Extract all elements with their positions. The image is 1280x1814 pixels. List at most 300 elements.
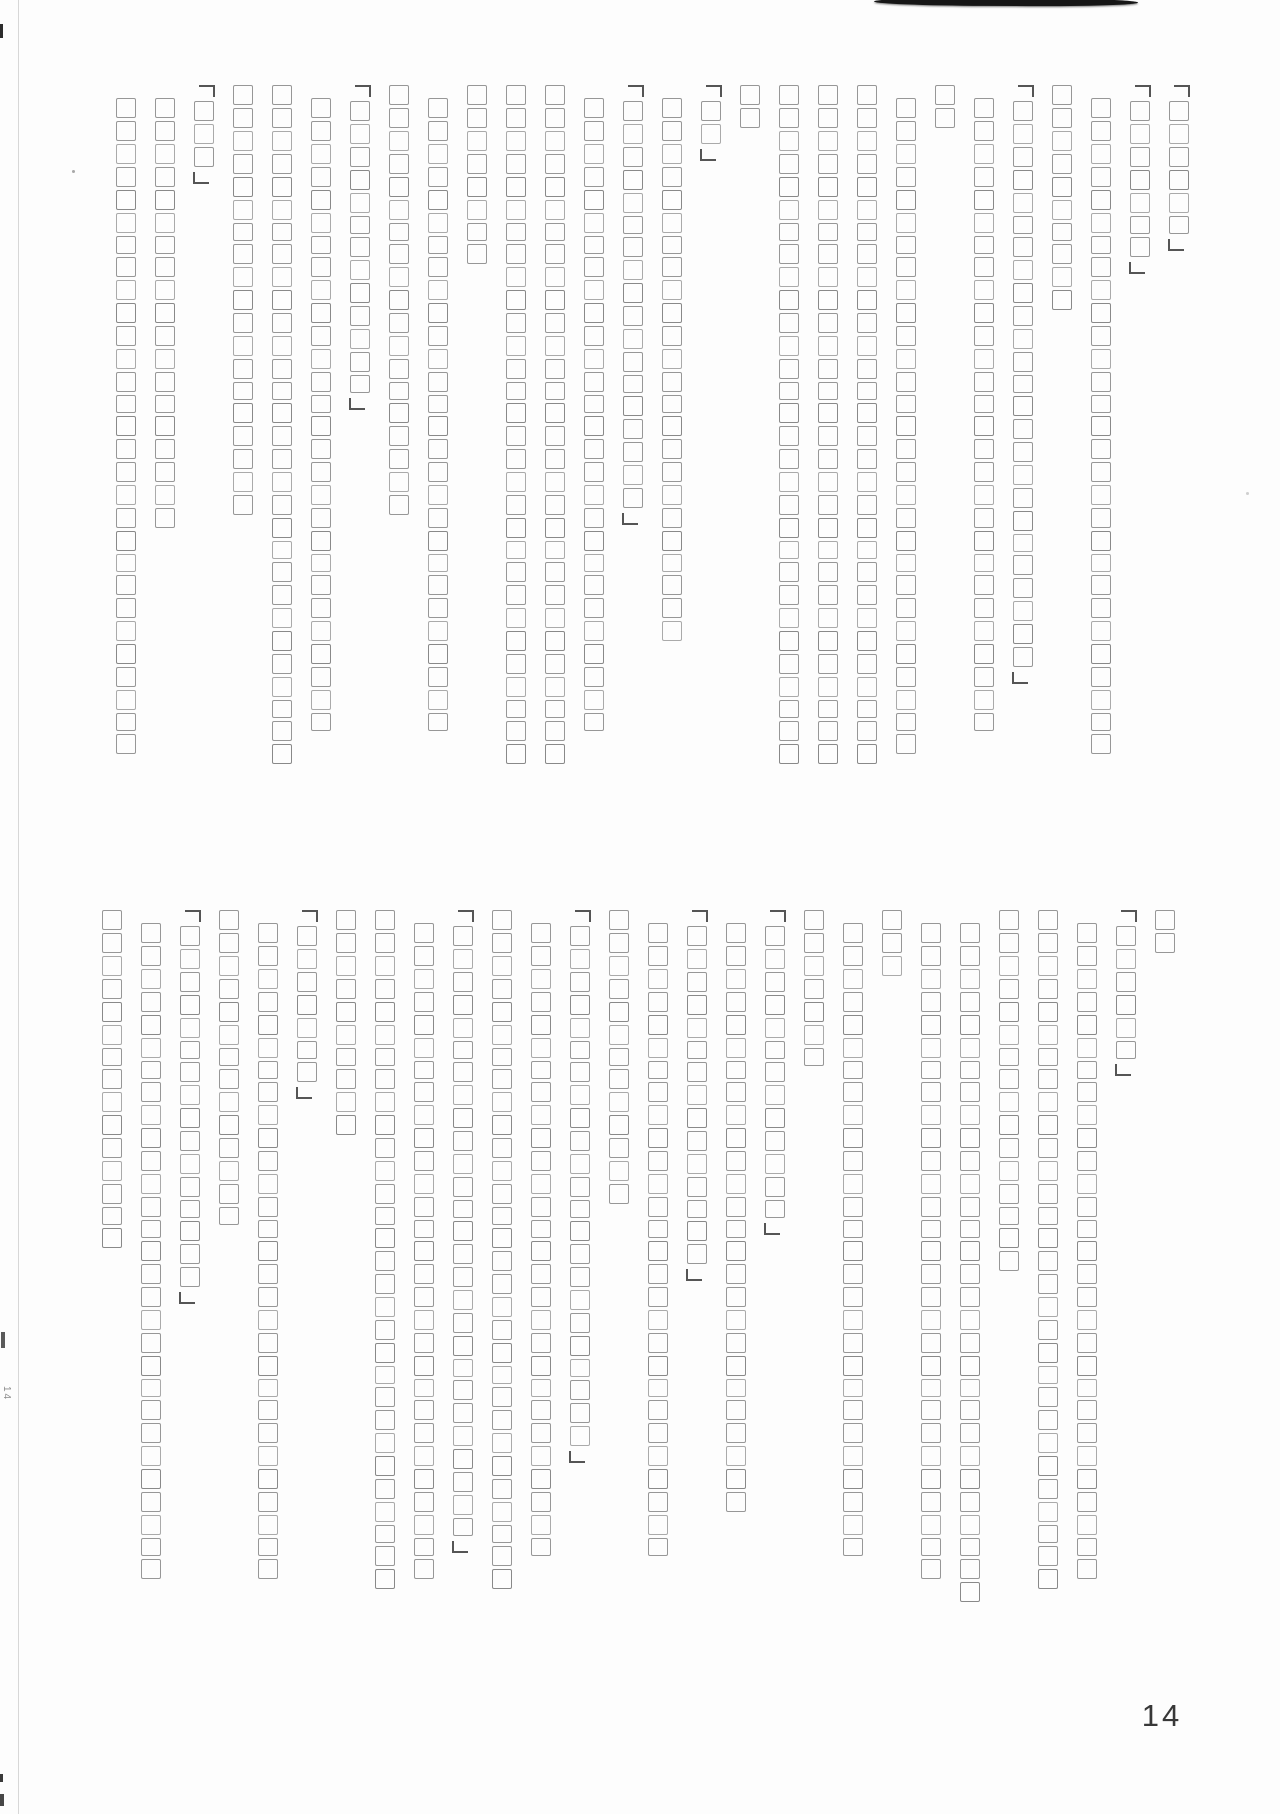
redacted-glyph-cell — [999, 910, 1019, 930]
redacted-glyph-cell — [1013, 624, 1033, 644]
redacted-glyph-cell — [180, 1085, 200, 1105]
redacted-glyph-cell — [350, 352, 370, 372]
redacted-glyph-cell — [506, 244, 526, 264]
redacted-glyph-cell — [506, 721, 526, 741]
redacted-glyph-cell — [857, 85, 877, 105]
redacted-glyph-cell — [414, 1310, 434, 1330]
redacted-glyph-cell — [999, 1025, 1019, 1045]
redacted-glyph-cell — [765, 995, 785, 1015]
redacted-glyph-cell — [414, 1128, 434, 1148]
redacted-glyph-cell — [1130, 147, 1150, 167]
redacted-glyph-cell — [1077, 1174, 1097, 1194]
redacted-glyph-cell — [272, 562, 292, 582]
redacted-glyph-cell — [492, 1525, 512, 1543]
redacted-glyph-cell — [662, 575, 682, 595]
redacted-glyph-cell — [258, 1379, 278, 1397]
redacted-glyph-cell — [375, 1228, 395, 1248]
redacted-glyph-cell — [219, 1115, 239, 1135]
redacted-glyph-cell — [896, 416, 916, 436]
redacted-glyph-cell — [1091, 303, 1111, 323]
redacted-glyph-cell — [375, 1387, 395, 1407]
redacted-glyph-cell — [857, 495, 877, 515]
redacted-glyph-cell — [818, 313, 838, 333]
redacted-glyph-cell — [311, 349, 331, 369]
redacted-glyph-cell — [1013, 124, 1033, 144]
redacted-glyph-cell — [818, 290, 838, 310]
redacted-glyph-cell — [974, 121, 994, 141]
redacted-glyph-cell — [896, 395, 916, 413]
redacted-glyph-cell — [350, 329, 370, 349]
redacted-glyph-cell — [155, 416, 175, 436]
redacted-glyph-cell — [1052, 154, 1072, 174]
redacted-glyph-cell — [389, 85, 409, 105]
redacted-glyph-cell — [375, 1479, 395, 1499]
redacted-glyph-cell — [779, 267, 799, 287]
redacted-glyph-cell — [375, 1207, 395, 1225]
redacted-glyph-cell — [375, 910, 395, 930]
redacted-glyph-cell — [453, 1018, 473, 1038]
redacted-glyph-cell — [258, 992, 278, 1012]
redacted-glyph-cell — [960, 1151, 980, 1171]
redacted-glyph-cell — [506, 518, 526, 538]
redacted-glyph-cell — [896, 734, 916, 754]
redacted-glyph-cell — [779, 223, 799, 241]
redacted-glyph-cell — [545, 336, 565, 356]
redacted-glyph-cell — [1077, 992, 1097, 1012]
redacted-glyph-cell — [102, 1048, 122, 1066]
redacted-glyph-cell — [141, 1538, 161, 1556]
redacted-glyph-cell — [272, 541, 292, 559]
prose-block-top — [115, 85, 1190, 767]
redacted-glyph-cell — [818, 108, 838, 128]
redacted-glyph-cell — [272, 108, 292, 128]
redacted-glyph-cell — [662, 213, 682, 233]
redacted-glyph-cell — [1013, 283, 1033, 303]
redacted-glyph-cell — [623, 488, 643, 508]
redacted-glyph-cell — [974, 236, 994, 254]
redacted-glyph-cell — [116, 190, 136, 210]
redacted-glyph-cell — [506, 608, 526, 628]
redacted-glyph-cell — [375, 1366, 395, 1384]
redacted-glyph-cell — [896, 713, 916, 731]
redacted-glyph-cell — [545, 154, 565, 174]
text-column — [1076, 910, 1098, 1582]
text-column — [1168, 85, 1190, 255]
redacted-glyph-cell — [545, 518, 565, 538]
redacted-glyph-cell — [1038, 1002, 1058, 1022]
redacted-glyph-cell — [1091, 485, 1111, 505]
text-column — [1012, 85, 1034, 688]
redacted-glyph-cell — [779, 244, 799, 264]
redacted-glyph-cell — [102, 1161, 122, 1181]
redacted-glyph-cell — [648, 1015, 668, 1035]
redacted-glyph-cell — [843, 1241, 863, 1261]
redacted-glyph-cell — [506, 131, 526, 151]
redacted-glyph-cell — [116, 213, 136, 233]
redacted-glyph-cell — [155, 121, 175, 141]
redacted-glyph-cell — [1038, 1274, 1058, 1294]
redacted-glyph-cell — [662, 121, 682, 141]
redacted-glyph-cell — [726, 1220, 746, 1238]
redacted-glyph-cell — [272, 472, 292, 492]
redacted-glyph-cell — [648, 1197, 668, 1217]
redacted-glyph-cell — [921, 1105, 941, 1125]
redacted-glyph-cell — [662, 462, 682, 482]
redacted-glyph-cell — [921, 1379, 941, 1397]
redacted-glyph-cell — [896, 236, 916, 254]
redacted-glyph-cell — [297, 1018, 317, 1038]
text-column — [959, 910, 981, 1605]
redacted-glyph-cell — [570, 1062, 590, 1082]
redacted-glyph-cell — [779, 154, 799, 174]
redacted-glyph-cell — [584, 462, 604, 482]
page-number: 14 — [1141, 1698, 1183, 1733]
redacted-glyph-cell — [453, 1041, 473, 1059]
redacted-glyph-cell — [662, 531, 682, 551]
redacted-glyph-cell — [414, 1105, 434, 1125]
redacted-glyph-cell — [414, 946, 434, 966]
redacted-glyph-cell — [102, 933, 122, 953]
text-column — [335, 910, 357, 1138]
redacted-glyph-cell — [492, 1387, 512, 1407]
redacted-glyph-cell — [506, 359, 526, 379]
redacted-glyph-cell — [1013, 329, 1033, 349]
redacted-glyph-cell — [141, 1423, 161, 1443]
redacted-glyph-cell — [1130, 237, 1150, 257]
redacted-glyph-cell — [960, 1082, 980, 1102]
redacted-glyph-cell — [896, 621, 916, 641]
redacted-glyph-cell — [1052, 131, 1072, 151]
redacted-glyph-cell — [414, 1241, 434, 1261]
redacted-glyph-cell — [258, 1038, 278, 1058]
redacted-glyph-cell — [102, 1025, 122, 1045]
redacted-glyph-cell — [102, 979, 122, 999]
redacted-glyph-cell — [1013, 352, 1033, 372]
redacted-glyph-cell — [1077, 1061, 1097, 1079]
redacted-glyph-cell — [492, 1161, 512, 1181]
redacted-glyph-cell — [272, 631, 292, 651]
open-quote-bracket — [692, 910, 708, 922]
redacted-glyph-cell — [662, 280, 682, 300]
redacted-glyph-cell — [233, 108, 253, 128]
redacted-glyph-cell — [960, 1105, 980, 1125]
redacted-glyph-cell — [687, 1221, 707, 1241]
redacted-glyph-cell — [453, 1062, 473, 1082]
redacted-glyph-cell — [570, 949, 590, 969]
redacted-glyph-cell — [1091, 395, 1111, 413]
redacted-glyph-cell — [857, 223, 877, 241]
redacted-glyph-cell — [492, 956, 512, 976]
redacted-glyph-cell — [584, 213, 604, 233]
redacted-glyph-cell — [1038, 956, 1058, 976]
redacted-glyph-cell — [1038, 1297, 1058, 1317]
redacted-glyph-cell — [843, 1356, 863, 1376]
redacted-glyph-cell — [414, 1446, 434, 1466]
redacted-glyph-cell — [545, 359, 565, 379]
redacted-glyph-cell — [428, 213, 448, 233]
redacted-glyph-cell — [311, 690, 331, 710]
redacted-glyph-cell — [375, 1546, 395, 1566]
redacted-glyph-cell — [453, 1290, 473, 1310]
redacted-glyph-cell — [584, 575, 604, 595]
redacted-glyph-cell — [545, 131, 565, 151]
redacted-glyph-cell — [180, 972, 200, 992]
redacted-glyph-cell — [414, 923, 434, 943]
redacted-glyph-cell — [311, 121, 331, 141]
close-quote-bracket — [700, 149, 716, 161]
text-column — [154, 85, 176, 531]
redacted-glyph-cell — [453, 1200, 473, 1218]
redacted-glyph-cell — [180, 1041, 200, 1059]
text-column — [115, 85, 137, 757]
redacted-glyph-cell — [609, 1002, 629, 1022]
redacted-glyph-cell — [350, 170, 370, 190]
redacted-glyph-cell — [765, 1131, 785, 1151]
text-column — [427, 85, 449, 734]
redacted-glyph-cell — [1130, 170, 1150, 190]
redacted-glyph-cell — [453, 1336, 473, 1356]
redacted-glyph-cell — [779, 403, 799, 423]
redacted-glyph-cell — [960, 969, 980, 989]
redacted-glyph-cell — [896, 667, 916, 687]
redacted-glyph-cell — [726, 1128, 746, 1148]
redacted-glyph-cell — [375, 1410, 395, 1430]
redacted-glyph-cell — [272, 267, 292, 287]
redacted-glyph-cell — [375, 1002, 395, 1022]
redacted-glyph-cell — [960, 1310, 980, 1330]
redacted-glyph-cell — [531, 1105, 551, 1125]
redacted-glyph-cell — [389, 177, 409, 197]
redacted-glyph-cell — [389, 449, 409, 469]
redacted-glyph-cell — [648, 1492, 668, 1512]
redacted-glyph-cell — [141, 1128, 161, 1148]
text-column — [1129, 85, 1151, 278]
redacted-glyph-cell — [141, 1356, 161, 1376]
redacted-glyph-cell — [726, 1241, 746, 1261]
redacted-glyph-cell — [272, 654, 292, 674]
redacted-glyph-cell — [921, 1469, 941, 1489]
redacted-glyph-cell — [141, 969, 161, 989]
redacted-glyph-cell — [857, 721, 877, 741]
redacted-glyph-cell — [155, 395, 175, 413]
redacted-glyph-cell — [1077, 1015, 1097, 1035]
redacted-glyph-cell — [921, 1220, 941, 1238]
redacted-glyph-cell — [453, 1472, 473, 1492]
redacted-glyph-cell — [726, 1082, 746, 1102]
redacted-glyph-cell — [467, 108, 487, 128]
redacted-glyph-cell — [818, 562, 838, 582]
redacted-glyph-cell — [857, 267, 877, 287]
redacted-glyph-cell — [896, 190, 916, 210]
redacted-glyph-cell — [1052, 244, 1072, 264]
redacted-glyph-cell — [843, 1446, 863, 1466]
redacted-glyph-cell — [258, 1061, 278, 1079]
redacted-glyph-cell — [1077, 1038, 1097, 1058]
open-quote-bracket — [1018, 85, 1034, 97]
redacted-glyph-cell — [843, 1423, 863, 1443]
text-column — [1090, 85, 1112, 757]
redacted-glyph-cell — [297, 995, 317, 1015]
redacted-glyph-cell — [974, 439, 994, 459]
redacted-glyph-cell — [506, 200, 526, 220]
redacted-glyph-cell — [233, 154, 253, 174]
redacted-glyph-cell — [974, 213, 994, 233]
redacted-glyph-cell — [609, 933, 629, 953]
redacted-glyph-cell — [414, 1174, 434, 1194]
redacted-glyph-cell — [350, 216, 370, 234]
redacted-glyph-cell — [999, 933, 1019, 953]
redacted-glyph-cell — [311, 280, 331, 300]
redacted-glyph-cell — [609, 1138, 629, 1158]
redacted-glyph-cell — [180, 1221, 200, 1241]
redacted-glyph-cell — [141, 1264, 161, 1284]
redacted-glyph-cell — [116, 395, 136, 413]
redacted-glyph-cell — [843, 992, 863, 1012]
redacted-glyph-cell — [999, 1207, 1019, 1225]
redacted-glyph-cell — [570, 1313, 590, 1333]
redacted-glyph-cell — [194, 124, 214, 144]
redacted-glyph-cell — [921, 969, 941, 989]
redacted-glyph-cell — [258, 946, 278, 966]
redacted-glyph-cell — [311, 554, 331, 572]
redacted-glyph-cell — [623, 419, 643, 439]
redacted-glyph-cell — [584, 372, 604, 392]
redacted-glyph-cell — [531, 1015, 551, 1035]
redacted-glyph-cell — [492, 1433, 512, 1453]
redacted-glyph-cell — [609, 1025, 629, 1045]
redacted-glyph-cell — [428, 280, 448, 300]
redacted-glyph-cell — [726, 1356, 746, 1376]
redacted-glyph-cell — [531, 1197, 551, 1217]
redacted-glyph-cell — [258, 1197, 278, 1217]
redacted-glyph-cell — [1038, 1184, 1058, 1204]
redacted-glyph-cell — [531, 1356, 551, 1376]
redacted-glyph-cell — [375, 1161, 395, 1181]
redacted-glyph-cell — [843, 1515, 863, 1535]
redacted-glyph-cell — [648, 1356, 668, 1376]
text-column — [101, 910, 123, 1251]
redacted-glyph-cell — [375, 956, 395, 976]
redacted-glyph-cell — [1038, 1502, 1058, 1522]
redacted-glyph-cell — [531, 1446, 551, 1466]
redacted-glyph-cell — [974, 416, 994, 436]
redacted-glyph-cell — [272, 244, 292, 264]
redacted-glyph-cell — [141, 1559, 161, 1579]
redacted-glyph-cell — [272, 585, 292, 605]
redacted-glyph-cell — [1013, 419, 1033, 439]
redacted-glyph-cell — [311, 213, 331, 233]
redacted-glyph-cell — [570, 1267, 590, 1287]
redacted-glyph-cell — [375, 1343, 395, 1363]
redacted-glyph-cell — [1091, 713, 1111, 731]
redacted-glyph-cell — [311, 303, 331, 323]
redacted-glyph-cell — [896, 690, 916, 710]
redacted-glyph-cell — [102, 956, 122, 976]
redacted-glyph-cell — [389, 313, 409, 333]
redacted-glyph-cell — [180, 949, 200, 969]
redacted-glyph-cell — [1077, 1220, 1097, 1238]
redacted-glyph-cell — [882, 956, 902, 976]
redacted-glyph-cell — [818, 200, 838, 220]
redacted-glyph-cell — [506, 654, 526, 674]
redacted-glyph-cell — [921, 923, 941, 943]
redacted-glyph-cell — [726, 1105, 746, 1125]
redacted-glyph-cell — [1169, 216, 1189, 234]
redacted-glyph-cell — [414, 1469, 434, 1489]
redacted-glyph-cell — [1077, 1469, 1097, 1489]
redacted-glyph-cell — [1013, 511, 1033, 531]
redacted-glyph-cell — [531, 1151, 551, 1171]
redacted-glyph-cell — [648, 1515, 668, 1535]
redacted-glyph-cell — [896, 144, 916, 164]
redacted-glyph-cell — [1091, 416, 1111, 436]
redacted-glyph-cell — [960, 1128, 980, 1148]
redacted-glyph-cell — [258, 1446, 278, 1466]
redacted-glyph-cell — [311, 462, 331, 482]
redacted-glyph-cell — [194, 147, 214, 167]
redacted-glyph-cell — [974, 598, 994, 618]
redacted-glyph-cell — [350, 193, 370, 213]
redacted-glyph-cell — [896, 372, 916, 392]
redacted-glyph-cell — [116, 257, 136, 277]
redacted-glyph-cell — [818, 608, 838, 628]
redacted-glyph-cell — [453, 1518, 473, 1536]
redacted-glyph-cell — [375, 1048, 395, 1066]
redacted-glyph-cell — [1052, 290, 1072, 310]
redacted-glyph-cell — [428, 575, 448, 595]
redacted-glyph-cell — [375, 1138, 395, 1158]
redacted-glyph-cell — [843, 1038, 863, 1058]
redacted-glyph-cell — [141, 923, 161, 943]
redacted-glyph-cell — [726, 1379, 746, 1397]
redacted-glyph-cell — [1077, 1264, 1097, 1284]
text-column — [1154, 910, 1176, 956]
redacted-glyph-cell — [272, 449, 292, 469]
text-column — [374, 910, 396, 1592]
redacted-glyph-cell — [779, 472, 799, 492]
redacted-glyph-cell — [272, 426, 292, 446]
redacted-glyph-cell — [843, 946, 863, 966]
close-quote-bracket — [686, 1269, 702, 1281]
redacted-glyph-cell — [765, 972, 785, 992]
redacted-glyph-cell — [506, 495, 526, 515]
redacted-glyph-cell — [935, 108, 955, 128]
redacted-glyph-cell — [141, 1015, 161, 1035]
redacted-glyph-cell — [141, 1174, 161, 1194]
redacted-glyph-cell — [492, 1297, 512, 1317]
redacted-glyph-cell — [779, 200, 799, 220]
redacted-glyph-cell — [531, 1423, 551, 1443]
redacted-glyph-cell — [311, 98, 331, 118]
redacted-glyph-cell — [336, 933, 356, 953]
text-column — [218, 910, 240, 1228]
text-column — [140, 910, 162, 1582]
redacted-glyph-cell — [531, 1379, 551, 1397]
redacted-glyph-cell — [102, 1184, 122, 1204]
redacted-glyph-cell — [233, 495, 253, 515]
redacted-glyph-cell — [428, 554, 448, 572]
redacted-glyph-cell — [726, 1400, 746, 1420]
redacted-glyph-cell — [141, 946, 161, 966]
redacted-glyph-cell — [974, 531, 994, 551]
redacted-glyph-cell — [570, 1085, 590, 1105]
redacted-glyph-cell — [1038, 1569, 1058, 1589]
redacted-glyph-cell — [843, 1492, 863, 1512]
redacted-glyph-cell — [272, 223, 292, 241]
redacted-glyph-cell — [648, 1264, 668, 1284]
redacted-glyph-cell — [336, 910, 356, 930]
redacted-glyph-cell — [662, 190, 682, 210]
